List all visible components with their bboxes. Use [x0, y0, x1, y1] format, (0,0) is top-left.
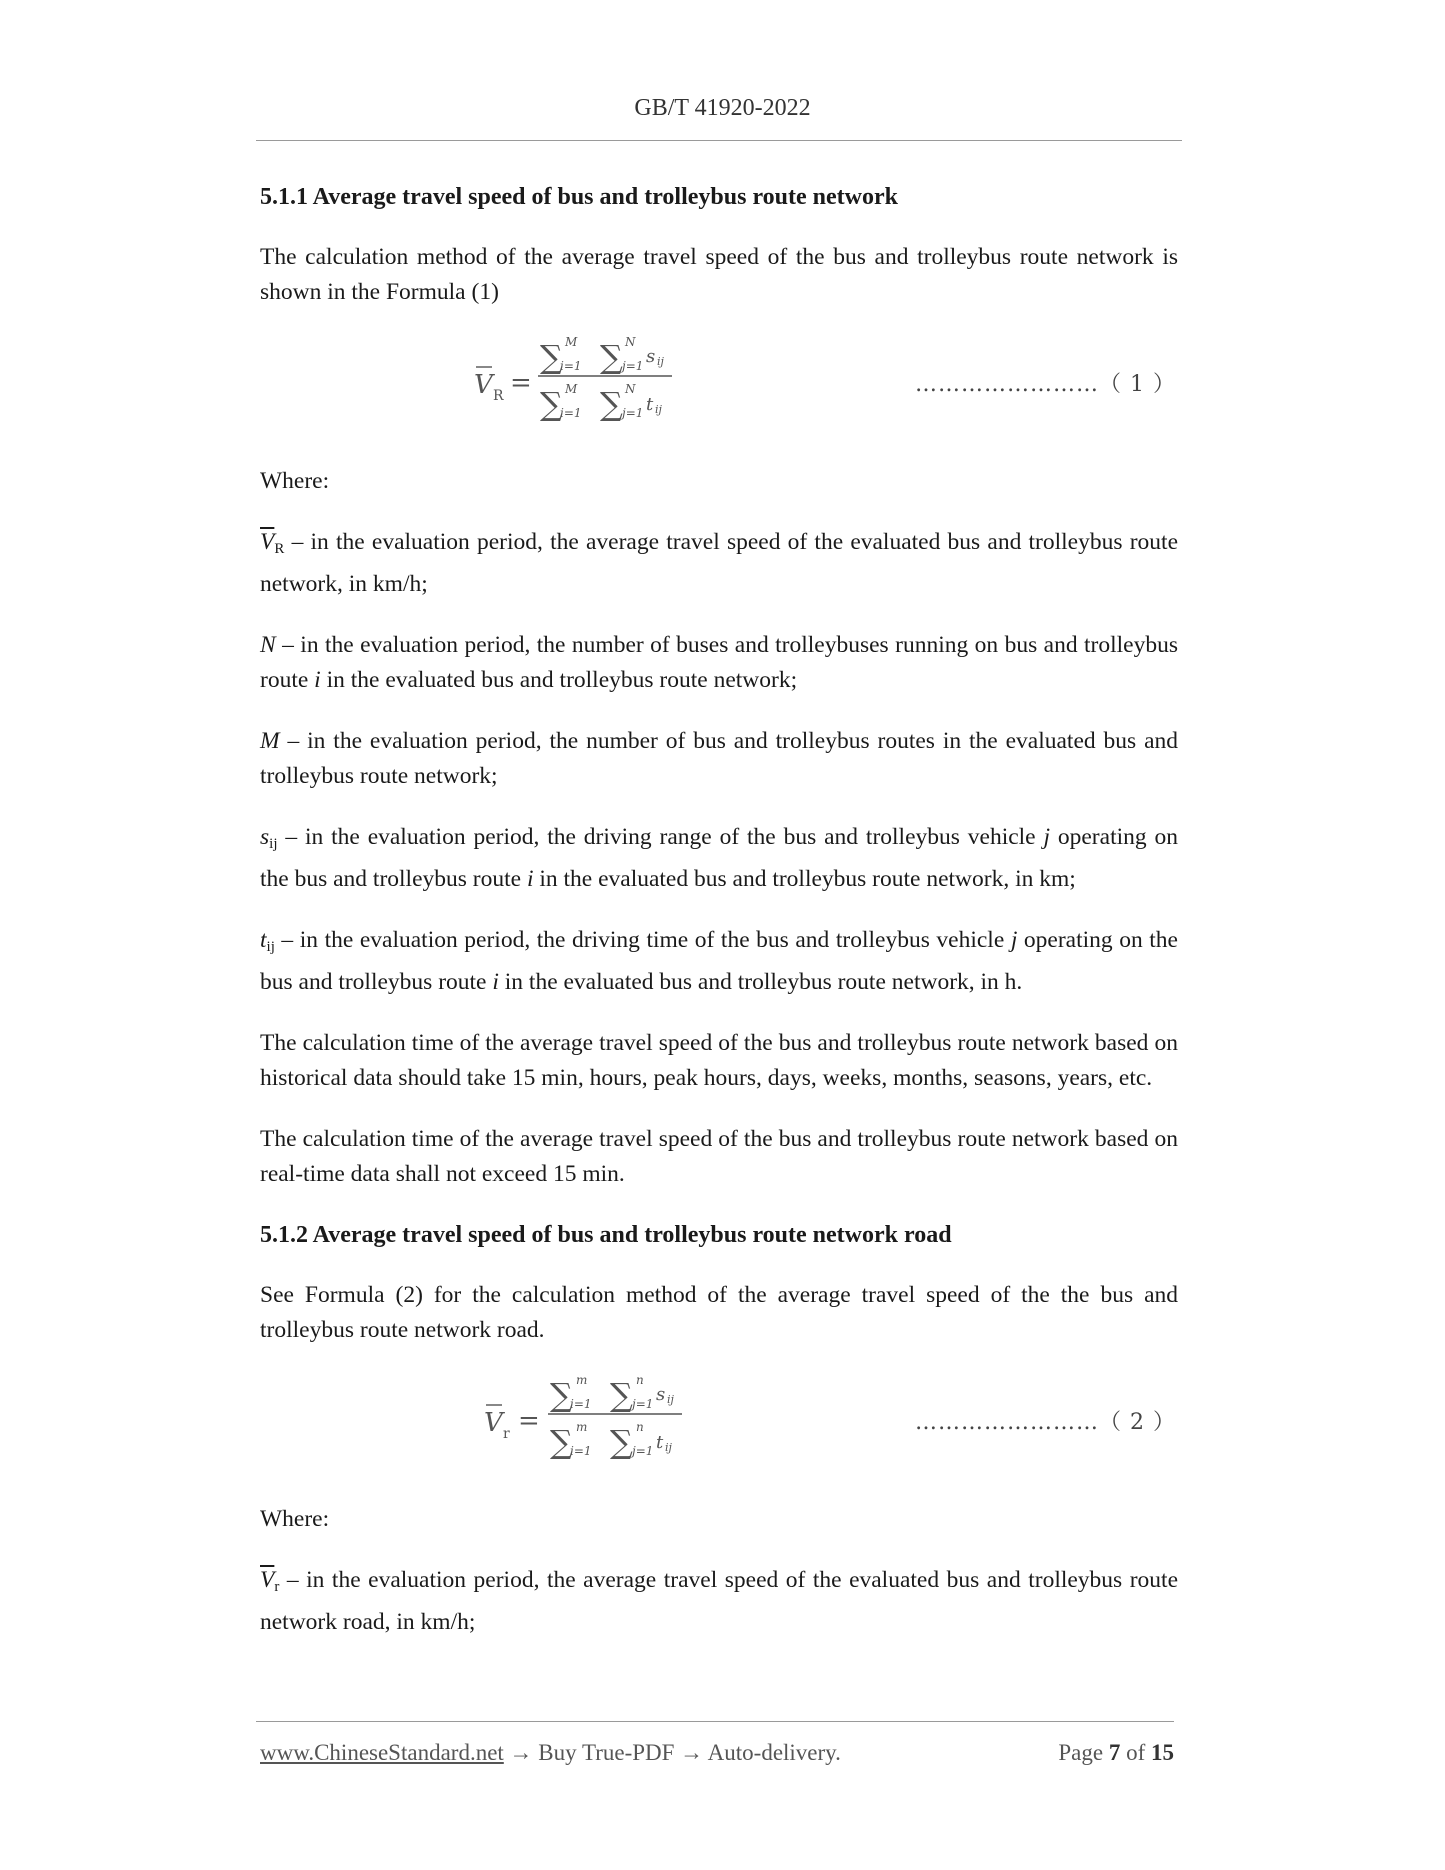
svg-text:t: t — [656, 1432, 664, 1453]
where-label-1: Where: — [260, 468, 330, 494]
svg-text:∑: ∑ — [540, 338, 563, 376]
formula-1-lhs: V — [474, 370, 493, 400]
definition-t-ij: $t_{ij}$ – in the evaluation period, the driving time of the bus and trolleybus vehicle j operating on the bus and trolleybus route i in the evaluated bus and trolleybus route network, in h. — [260, 927, 1178, 995]
svg-text:i=1: i=1 — [560, 359, 582, 373]
svg-text:i=1: i=1 — [560, 406, 582, 420]
svg-text:ij: ij — [667, 1393, 674, 1406]
svg-text:i=1: i=1 — [570, 1397, 592, 1411]
svg-text:ij: ij — [657, 355, 664, 368]
svg-text:=: = — [510, 368, 532, 398]
formula-2-number: ……………………（ 2 ） — [915, 1410, 1176, 1435]
footer-rule — [256, 1721, 1174, 1722]
svg-text:j=1: j=1 — [632, 1397, 654, 1411]
svg-text:N: N — [625, 335, 636, 349]
svg-text:j=1: j=1 — [622, 406, 644, 420]
svg-text:s: s — [646, 346, 656, 367]
page-content — [260, 180, 1178, 1640]
formula-2-lhs-sub: r — [503, 1426, 510, 1442]
svg-text:j=1: j=1 — [622, 359, 644, 373]
where-label-2: Where: — [260, 1506, 330, 1532]
section-511-heading: 5.1.1 Average travel speed of bus and trolleybus route network — [260, 184, 898, 210]
total-page-count: 15 — [1151, 1740, 1174, 1765]
svg-text:∑: ∑ — [610, 1376, 633, 1414]
svg-text:∑: ∑ — [610, 1423, 633, 1461]
svg-text:ij: ij — [665, 1441, 672, 1454]
current-page-number: 7 — [1108, 1740, 1121, 1765]
svg-text:m: m — [576, 1420, 588, 1434]
svg-text:M: M — [565, 382, 578, 396]
section-512-intro: See Formula (2) for the calculation method of the average travel speed of the the bus and trolleybus route network road. — [260, 1282, 1178, 1343]
svg-text:j=1: j=1 — [632, 1444, 654, 1458]
svg-text:ij: ij — [655, 403, 662, 416]
svg-text:M: M — [565, 335, 578, 349]
formula-1-number: ……………………（ 1 ） — [915, 372, 1176, 397]
formula-2-lhs: V — [484, 1408, 503, 1438]
definition-s-ij: $s_{ij}$ – in the evaluation period, the driving range of the bus and trolleybus vehicle j operating on the bus and trolleybus route i in the evaluated bus and trolleybus route network, in km; — [260, 824, 1178, 892]
formula-2 — [260, 1358, 1178, 1478]
svg-text:∑: ∑ — [550, 1376, 573, 1414]
svg-text:=: = — [518, 1406, 540, 1436]
document-header-title: GB/T 41920-2022 — [634, 95, 811, 121]
svg-text:N: N — [625, 382, 636, 396]
symbol-v: $\overline{V}$ — [260, 529, 275, 555]
section-511-intro: The calculation method of the average travel speed of the bus and trolleybus route network is shown in the Formula (1) — [260, 244, 1178, 305]
formula-1 — [260, 320, 1178, 440]
svg-text:i=1: i=1 — [570, 1444, 592, 1458]
paragraph-real-time-data: The calculation time of the average travel speed of the bus and trolleybus route network based on real-time data shall not exceed 15 min. — [260, 1126, 1178, 1187]
svg-text:∑: ∑ — [600, 338, 623, 376]
definition-m: M – in the evaluation period, the number of bus and trolleybus routes in the evaluated bus and trolleybus route network; — [260, 728, 1178, 789]
symbol-v: $\overline{V}$ — [260, 1567, 275, 1593]
svg-text:∑: ∑ — [550, 1423, 573, 1461]
definition-n: N – in the evaluation period, the number of buses and trolleybuses running on bus and trolleybus route i in the evaluated bus and trolleybus route network; — [260, 632, 1178, 693]
footer-website-link[interactable]: www.ChineseStandard.net — [260, 1740, 504, 1765]
svg-text:n: n — [636, 1373, 644, 1387]
svg-text:∑: ∑ — [600, 385, 623, 423]
header-rule — [256, 140, 1182, 141]
svg-text:s: s — [656, 1384, 666, 1405]
definition-v-r: $\overline{V}_R$ – in the evaluation period, the average travel speed of the evaluated bus and trolleybus route network, in km/h; — [260, 529, 1178, 597]
paragraph-historical-data: The calculation time of the average travel speed of the bus and trolleybus route network based on historical data should take 15 min, hours, peak hours, days, weeks, months, seasons, years, etc. — [260, 1030, 1178, 1091]
definition-v-r-lower: $\overline{V}_r$ – in the evaluation period, the average travel speed of the evaluated bus and trolleybus route network road, in km/h; — [260, 1567, 1178, 1635]
page-footer — [260, 1740, 1174, 1780]
page-indicator: Page 7 of 15 — [1058, 1740, 1174, 1765]
formula-1-lhs-sub: R — [493, 388, 504, 404]
svg-text:t: t — [646, 394, 654, 415]
footer-left — [260, 1740, 841, 1766]
svg-text:n: n — [636, 1420, 644, 1434]
svg-text:∑: ∑ — [540, 385, 563, 423]
svg-text:m: m — [576, 1373, 588, 1387]
footer-tagline: → Buy True-PDF → Auto-delivery. — [503, 1740, 841, 1765]
section-512-heading: 5.1.2 Average travel speed of bus and trolleybus route network road — [260, 1222, 952, 1248]
